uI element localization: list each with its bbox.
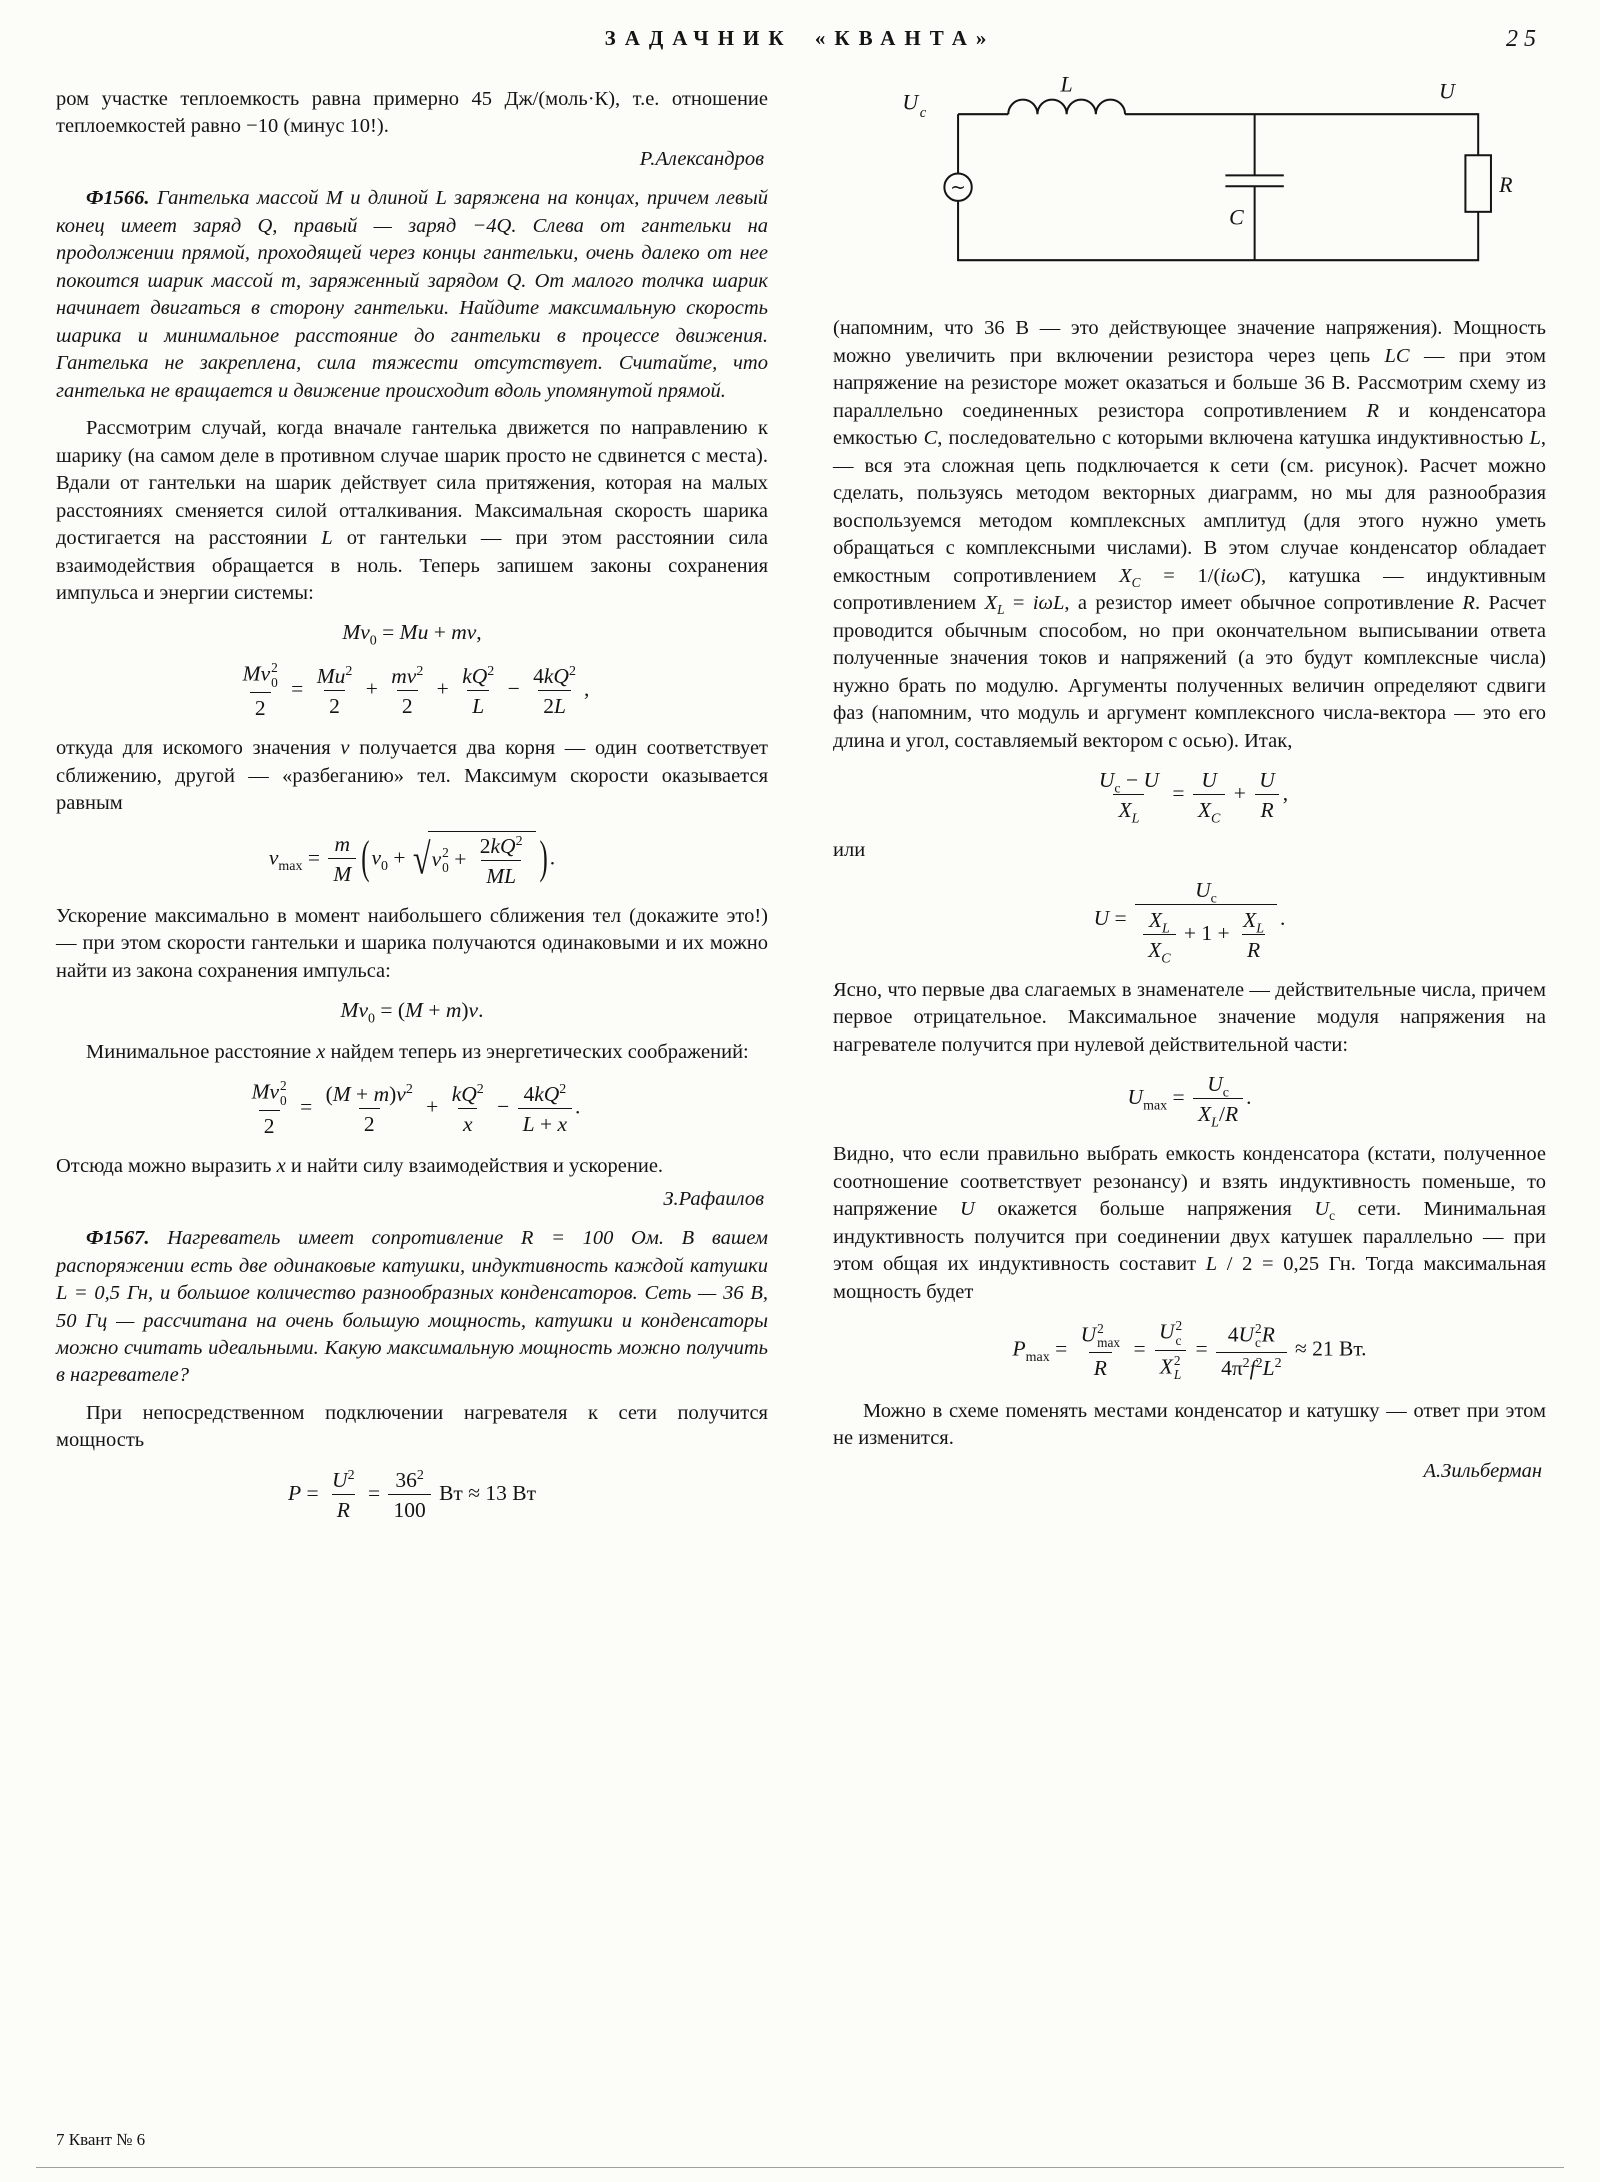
wire-top-right — [1125, 114, 1478, 155]
solution-paragraph: откуда для искомого значения v получается два корня — один соответствует сближению, другой — «разбеганию» тел. Максимум скорости оказывается равным — [56, 737, 769, 815]
formula-vmax: $v_{max}$ = $\frac{m}{M}$ ($v_0$ + √ v 2 0 + $\frac{2kQ^2}{ML}$ ). — [268, 832, 556, 888]
solution-paragraph: Отсюда можно выразить x и найти силу взаимодействия и ускорение. — [56, 1155, 664, 1178]
problem-number: Ф1567. — [86, 1227, 150, 1250]
label-capacitance-C: C — [1229, 204, 1244, 230]
author-signature-aleksandrov: Р.Александров — [639, 147, 764, 170]
label-source-voltage-sub-c: c — [919, 104, 927, 121]
page-footer: 7 Квант № 6 — [56, 2130, 146, 2149]
left-column — [56, 86, 768, 1537]
solution-paragraph: Ускорение максимально в момент наибольшего сближения тел (докажите это!) — при этом скорости гантельки и шарика получаются одинаковыми и их можно найти из закона сохранения импульса: — [56, 904, 768, 982]
formula-energy-conservation: Mv 2 0 2 = $\frac{Mu^2}{2}$ + $\frac{mv^2}{2}$ + $\frac{kQ^2}{L}$ − $\frac{4kQ^2}{2L}$ , — [242, 660, 590, 721]
capacitor-plates-icon — [1225, 175, 1283, 186]
formula-momentum-equal-speeds: $Mv_0 = (M + m)v$. — [340, 998, 484, 1027]
solution-paragraph: Минимальное расстояние x найдем теперь из энергетических соображений: — [86, 1040, 749, 1063]
page-number: 25 — [1506, 26, 1542, 52]
problem-f1567 — [56, 1225, 768, 1390]
circuit-svg — [889, 64, 1529, 283]
label-output-voltage-U: U — [1438, 78, 1455, 104]
or-word: или — [833, 839, 866, 862]
formula-energy-min-distance: Mv 2 0 2 = $\frac{(M + m)v^2}{2}$ + $\frac{kQ^2}{x}$ − $\frac{4kQ^2}{L + x}$ . — [251, 1078, 581, 1139]
circuit-labels — [902, 71, 1513, 229]
author-signature-rafailov: З.Рафаилов — [663, 1187, 764, 1210]
circuit-diagram — [889, 64, 1529, 291]
formula-momentum-conservation: $Mv_0 = Mu$ + mv, — [342, 620, 482, 649]
continuation-paragraph: ром участке теплоемкость равна примерно 45 Дж/(моль·К), т.е. отношение теплоемкостей равно −10 (минус 10!). — [56, 88, 768, 138]
solution-paragraph: Можно в схеме поменять местами конденсатор и катушку — ответ при этом не изменится. — [833, 1399, 1546, 1450]
author-signature-zilberman: А.Зильберман — [1423, 1459, 1542, 1482]
wire-bottom — [958, 201, 1478, 260]
bottom-rule — [36, 2167, 1564, 2168]
formula-node-equation: $\frac{U_c - U}{X_L}$ = $\frac{U}{X_C}$ + $\frac{U}{R}$ , — [1098, 767, 1289, 827]
formula-direct-power: P = $\frac{U^2}{R}$ = $\frac{36^2}{100}$ Вт ≈ 13 Вт — [288, 1467, 536, 1522]
problem-f1566 — [56, 185, 768, 405]
label-source-voltage-U: U — [902, 89, 919, 115]
solution-paragraph: (напомним, что 36 В — это действующее значение напряжения). Мощность можно увеличить при включении резистора через цепь LC — при этом напряжение на резисторе может оказаться и больше 36 В. Рассмотрим схему из параллельно соединенных резистора сопротивлением R и конденсатора емкостью C, последовательно с которыми включена катушка индуктивностью L, — вся эта сложная цепь подключается к сети (см. рисунок). Расчет можно сделать, пользуясь методом векторных диаграмм, но мы для разнообразия воспользуемся методом комплексных амплитуд (для этого нужно уметь обращаться с комплексными числами). В этом случае конденсатор обладает емкостным сопротивлением $X_C = 1/(i\omega C)$, катушка — индуктивным сопротивлением $X_L = i\omega L$, а резистор имеет обычное сопротивление R. Расчет проводится обычным способом, но при окончательном выписывании ответа полученные значения токов и напряжений (а это будут комплексные числа) нужно брать по модулю. Аргументы полученных величин определяют сдвиги фаз (напомним, что модуль и аргумент комплексного числа-вектора — это его длина и угол, составляемый вектором с осью). Итак, — [833, 317, 1546, 752]
formula-voltage-U: U = $U_c$ $\frac{X_L}{X_C}$ + 1 + $\frac{X_L}{R}$ . — [1093, 877, 1286, 967]
solution-paragraph: Видно, что если правильно выбрать емкость конденсатора (кстати, полученное соотношение соответствует резонансу) и взять индуктивность поменьше, то напряжение U окажется больше напряжения $U_c$ сети. Минимальная индуктивность получится при соединении двух катушек параллельно — при этом общая их индуктивность составит L / 2 = 0,25 Гн. Тогда максимальная мощность будет — [833, 1143, 1546, 1303]
label-inductance-L: L — [1060, 71, 1073, 97]
inductor-coil-icon — [1008, 100, 1125, 115]
resistor-icon — [1465, 155, 1491, 212]
problem-statement: Нагреватель имеет сопротивление R = 100 Ом. В вашем распоряжении есть две одинаковые катушки, индуктивность каждой катушки L = 0,5 Гн, и большое количество разнообразных конденсаторов. Сеть — 36 В, 50 Гц — рассчитана на очень большую мощность, катушки и конденсаторы можно считать идеальными. Какую максимальную мощность можно получить в нагревателе? — [56, 1227, 768, 1387]
problem-number: Ф1566. — [86, 187, 150, 210]
label-resistance-R: R — [1499, 171, 1513, 197]
solution-paragraph: При непосредственном подключении нагревателя к сети получится мощность — [56, 1401, 768, 1452]
ac-tilde-symbol: ∼ — [950, 177, 967, 199]
formula-umax: $U_{max}$ = $\frac{U_c}{X_L/R}$ . — [1127, 1072, 1252, 1131]
formula-pmax: $P_{max}$ = U 2 max R = U 2 c X 2 L = 4U 2 c R $4\pi^2f^2L^2$ ≈ 21 Вт. — [1012, 1318, 1367, 1383]
circuit-wires — [944, 100, 1491, 261]
problem-statement: Гантелька массой M и длиной L заряжена на концах, причем левый конец имеет заряд Q, правый — заряд −4Q. Слева от гантельки на продолжении прямой, проходящей через концы гантельки, очень далеко от нее покоится шарик массой m, заряженный зарядом Q. От малого толчка шарик начинает двигаться в сторону гантельки. Найдите максимальную скорость шарика и минимальное расстояние до гантельки в процессе движения. Гантелька не закреплена, сила тяжести отсутствует. Считайте, что гантелька не вращается и движение происходит вдоль упомянутой прямой. — [56, 187, 768, 402]
section-title: ЗАДАЧНИК «КВАНТА» — [604, 26, 996, 50]
solution-paragraph: Рассмотрим случай, когда вначале гантелька движется по направлению к шарику (на самом деле в противном случае шарик просто не сдвинется с места). Вдали от гантельки на шарик действует сила притяжения, которая на малых расстояниях сменяется силой отталкивания. Максимальная скорость шарика достигается на расстоянии L от гантельки — при этом расстоянии сила взаимодействия обращается в ноль. Теперь запишем законы сохранения импульса и энергии системы: — [56, 417, 768, 604]
right-column — [833, 58, 1546, 1497]
solution-paragraph: Ясно, что первые два слагаемых в знаменателе — действительные числа, причем первое отрицательное. Максимальное значение модуля напряжения на нагревателе получится при нулевой действительной части: — [833, 978, 1546, 1056]
